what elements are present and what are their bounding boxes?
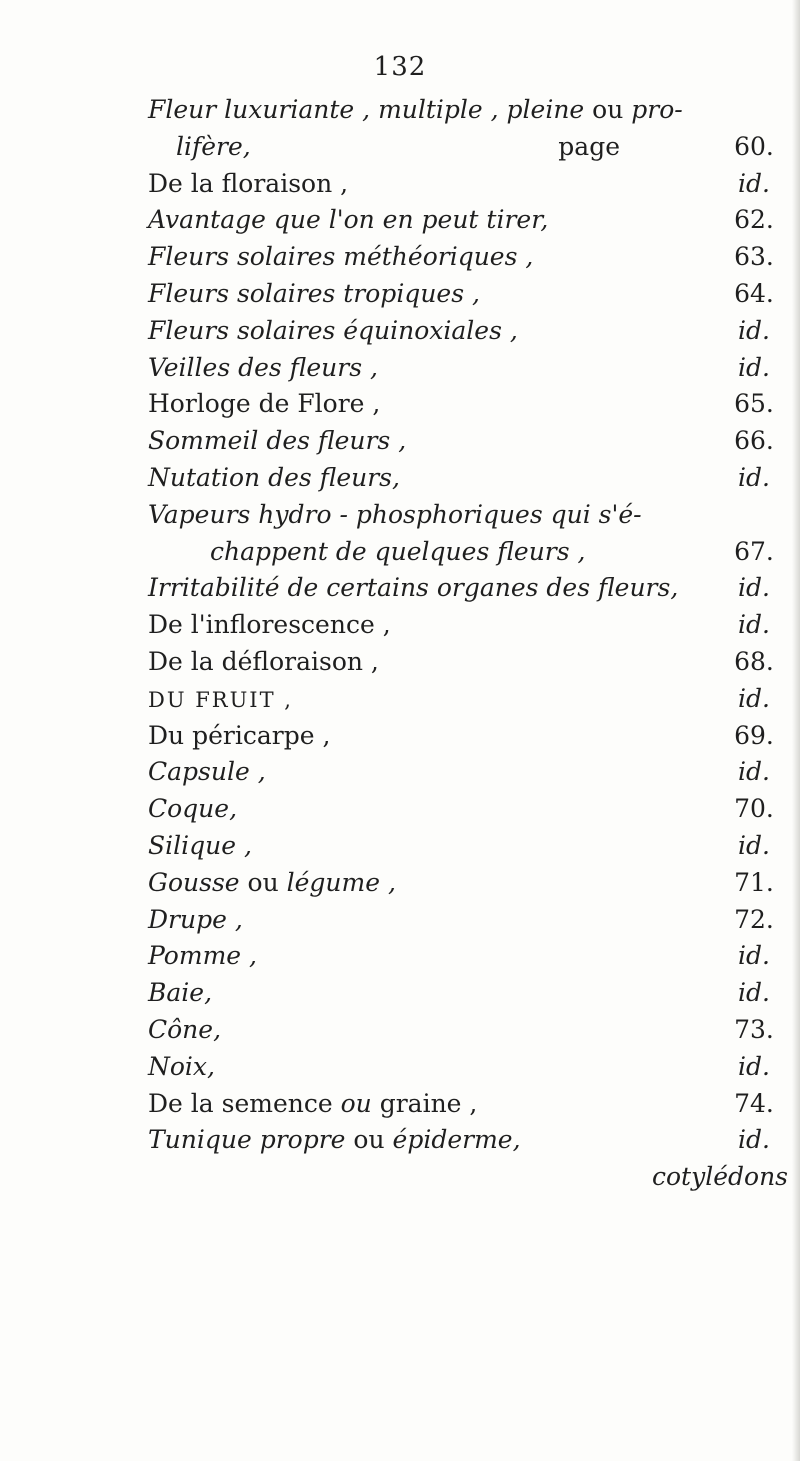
toc-entry-page: 63. [734,242,774,272]
toc-entry-page: 65. [734,389,774,419]
toc-entry-page: id. [738,462,770,492]
toc-entry-title [148,791,237,828]
toc-entry-title-part: Noix, [148,1051,215,1081]
toc-entry [148,350,790,387]
toc-entry [148,1012,790,1049]
toc-entry [148,791,790,828]
toc-entry-title-part: Coque, [148,794,238,824]
toc-entry-title-part: Avantage que l'on en peut tirer, [148,205,549,235]
toc-entry-page: id. [738,573,770,603]
toc-entry-page: 64. [734,278,774,308]
toc-entry [148,166,790,203]
toc-entry [148,276,790,313]
toc-entry-title-part: Veilles des fleurs , [148,352,378,382]
toc-entry-title-part: Fleurs solaires tropiques , [148,278,480,308]
toc-entry [148,460,790,497]
toc-entry-title [148,239,533,276]
toc-entry-title [148,644,379,681]
toc-entry [148,313,790,350]
toc-entry-title-part: Baie, [148,978,213,1008]
toc-entry-title-part: Irritabilité de certains organes des fleurs, [148,573,679,603]
toc-entry-page: 66. [734,426,774,456]
toc-entry [148,534,790,571]
toc-entry-title [148,1122,521,1159]
table-of-contents [148,92,790,1196]
toc-entry-page: 73. [734,1014,774,1044]
toc-entry-page: id. [738,352,770,382]
toc-entry-title-part: Vapeurs hydro - phosphoriques qui s'é- [148,499,642,529]
toc-entry [148,938,790,975]
toc-entry-page: 70. [734,794,774,824]
toc-entry-page: id. [738,978,770,1008]
toc-entry-title [148,681,293,719]
toc-entry-page: id. [738,315,770,345]
toc-entry-title-part: graine , [371,1088,478,1118]
toc-entry-title [148,902,243,939]
toc-entry-title-part: De l'inflorescence , [148,610,391,640]
toc-entry-title [148,460,400,497]
toc-entry [148,129,790,166]
toc-entry-title-part: chappent de quelques fleurs , [210,536,586,566]
toc-entry-page: 69. [734,720,774,750]
toc-entry [148,92,790,129]
toc-entry-title [148,754,266,791]
toc-entry-title-part: Sommeil des fleurs , [148,426,407,456]
toc-entry [148,754,790,791]
toc-entry-title-part: Nutation des fleurs, [148,462,400,492]
toc-entry-title-part: De la semence [148,1088,341,1118]
toc-entry-page-label: page [558,131,620,161]
toc-entry [148,681,790,718]
toc-entry-title-part: épiderme, [392,1125,521,1155]
toc-entry-page: id. [738,683,770,713]
toc-entry [148,718,790,755]
toc-entry-title-part: De la floraison , [148,168,349,198]
toc-entry-page: id. [738,1051,770,1081]
toc-entry-title-part: ou [584,95,632,124]
toc-entry-page: id. [738,168,770,198]
toc-entry-page: id. [738,1125,770,1155]
toc-entry-title [148,202,548,239]
toc-entry-title [148,1086,477,1123]
toc-entry [148,902,790,939]
toc-entry-page: 60. [734,131,774,161]
toc-entry-title [148,607,391,644]
toc-entry-page: id. [738,830,770,860]
toc-entry-page: 71. [734,867,774,897]
toc-entry-page: 62. [734,205,774,235]
toc-entry-page: id. [738,941,770,971]
toc-entry-page: id. [738,610,770,640]
toc-entry-title [148,350,378,387]
toc-entry [148,644,790,681]
toc-entry-title-part: Pomme , [148,941,257,971]
toc-entry-title-part: Fleur luxuriante , multiple , pleine [148,95,585,124]
toc-entry-title [148,570,678,607]
toc-entry-title [148,92,683,129]
toc-entry-title-part: Gousse [148,867,240,897]
catchword: cotylédons [652,1162,788,1192]
toc-entry-title-part: Silique , [148,830,252,860]
toc-entry-page: 67. [734,536,774,566]
toc-entry [148,570,790,607]
toc-entry-title-part: ou [340,1088,372,1118]
toc-entry-page: 68. [734,646,774,676]
toc-entry-title [148,865,396,902]
toc-entry [148,607,790,644]
toc-entry [148,1049,790,1086]
toc-entry-title [148,313,518,350]
toc-entry-title [148,1049,215,1086]
toc-entry-title-part: ou [239,867,287,897]
toc-entry [148,423,790,460]
toc-entry-title [148,718,330,755]
toc-entry-title-part: Du péricarpe , [148,720,331,750]
toc-entry [148,865,790,902]
toc-entry-title [148,497,642,534]
toc-entry-title [148,938,257,975]
toc-entry-title [148,975,212,1012]
toc-entry [148,1086,790,1123]
toc-entry-title [210,534,585,571]
toc-entry-title-part: ou [345,1125,393,1155]
toc-entry-page: 74. [734,1088,774,1118]
toc-entry-title [148,423,406,460]
toc-entry-title [148,1012,221,1049]
toc-entry-title-part: Tunique propre [148,1125,346,1155]
toc-entry-page: 72. [734,904,774,934]
toc-entry-title-part: pro- [631,95,683,124]
toc-entry-title-part: lifère, [176,131,251,161]
toc-entry-title-part: Cône, [148,1014,222,1044]
toc-entry [148,1122,790,1159]
toc-entry-title [176,129,251,166]
toc-entry [148,239,790,276]
page-edge-shadow [792,0,800,1461]
toc-entry-title-part: Drupe , [148,904,243,934]
toc-entry-title-part: Fleurs solaires équinoxiales , [148,315,518,345]
toc-entry-title-part: De la défloraison , [148,646,379,676]
toc-entry-title [148,828,252,865]
toc-entry [148,202,790,239]
toc-entry [148,497,790,534]
toc-entry-title [148,386,380,423]
page-number: 132 [373,52,427,82]
toc-entry-page: id. [738,757,770,787]
toc-entry [148,975,790,1012]
toc-entry-title-part: Fleurs solaires méthéoriques , [148,242,534,272]
catchword-row [148,1159,790,1196]
toc-entry-title-part: Horloge de Flore , [148,389,381,419]
toc-entry-title [148,166,348,203]
toc-entry-title-part: légume , [286,867,396,897]
toc-entry-title-part: Capsule , [148,757,266,787]
toc-entry-title [148,276,480,313]
toc-entry [148,828,790,865]
toc-entry-title-part: DU FRUIT , [148,687,293,712]
toc-entry [148,386,790,423]
